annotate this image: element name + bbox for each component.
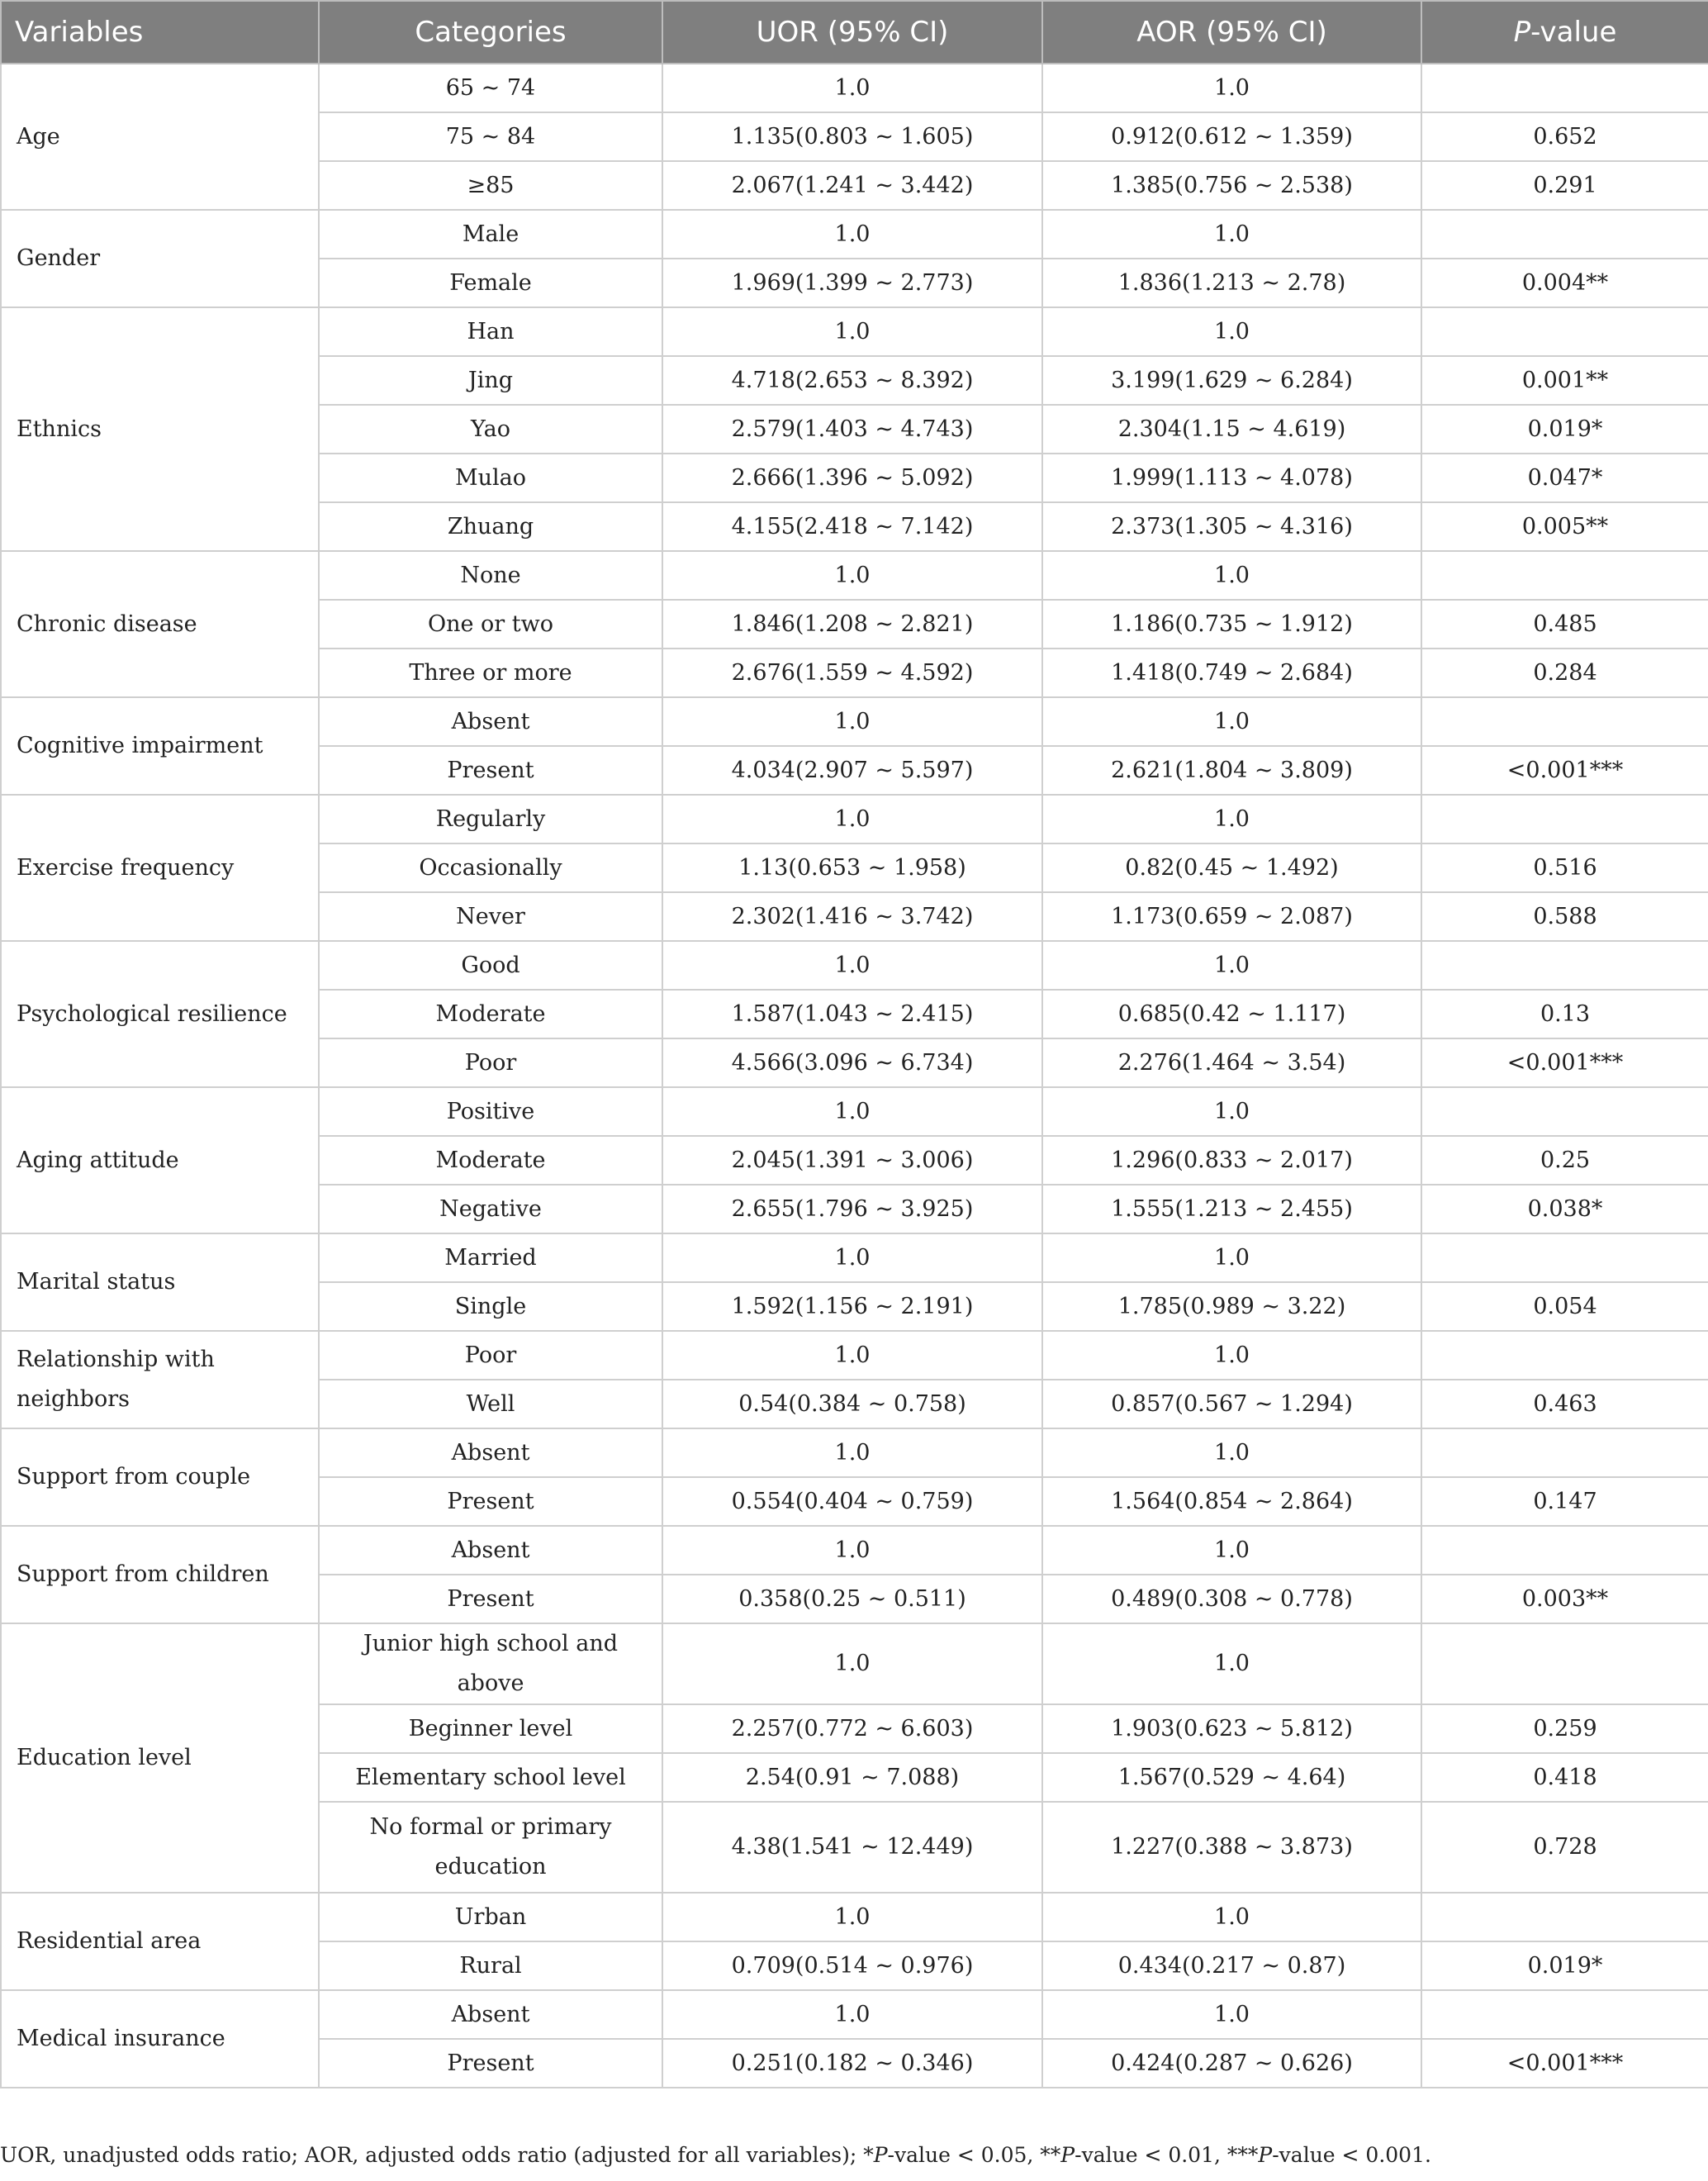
p-value-cell: 0.516 xyxy=(1421,843,1708,892)
aor-cell: 1.0 xyxy=(1042,1233,1421,1282)
aor-cell: 1.0 xyxy=(1042,307,1421,356)
p-value-cell: 0.25 xyxy=(1421,1136,1708,1185)
category-cell: Good xyxy=(319,941,662,990)
aor-cell: 1.0 xyxy=(1042,697,1421,746)
uor-cell: 1.0 xyxy=(662,1233,1042,1282)
table-row xyxy=(1,210,1708,259)
table-row xyxy=(1,1526,1708,1575)
category-cell: 75 ~ 84 xyxy=(319,112,662,161)
uor-cell: 1.0 xyxy=(662,697,1042,746)
p-value-cell xyxy=(1421,64,1708,112)
table-row xyxy=(1,941,1708,990)
p-value-cell: <0.001*** xyxy=(1421,746,1708,795)
aor-cell: 1.903(0.623 ~ 5.812) xyxy=(1042,1704,1421,1753)
p-value-cell xyxy=(1421,1990,1708,2039)
uor-cell: 1.13(0.653 ~ 1.958) xyxy=(662,843,1042,892)
uor-cell: 0.709(0.514 ~ 0.976) xyxy=(662,1941,1042,1990)
variable-cell: Cognitive impairment xyxy=(1,697,319,795)
category-cell: Absent xyxy=(319,697,662,746)
table-row xyxy=(1,307,1708,356)
p-value-cell: 0.019* xyxy=(1421,1941,1708,1990)
table-row xyxy=(1,551,1708,600)
p-value-cell: 0.147 xyxy=(1421,1477,1708,1526)
p-value-cell: 0.588 xyxy=(1421,892,1708,941)
uor-cell: 2.676(1.559 ~ 4.592) xyxy=(662,649,1042,697)
aor-cell: 0.434(0.217 ~ 0.87) xyxy=(1042,1941,1421,1990)
uor-cell: 0.251(0.182 ~ 0.346) xyxy=(662,2039,1042,2088)
aor-cell: 2.621(1.804 ~ 3.809) xyxy=(1042,746,1421,795)
aor-cell: 1.836(1.213 ~ 2.78) xyxy=(1042,259,1421,307)
header-row xyxy=(1,1,1708,64)
category-cell: Absent xyxy=(319,1990,662,2039)
p-value-cell xyxy=(1421,1331,1708,1380)
aor-cell: 1.0 xyxy=(1042,941,1421,990)
aor-cell: 1.173(0.659 ~ 2.087) xyxy=(1042,892,1421,941)
category-cell: None xyxy=(319,551,662,600)
category-cell: Yao xyxy=(319,405,662,454)
uor-cell: 1.0 xyxy=(662,795,1042,843)
p-value-cell: 0.291 xyxy=(1421,161,1708,210)
footnote-p1: P xyxy=(873,2143,888,2167)
category-cell: Urban xyxy=(319,1893,662,1941)
category-cell: One or two xyxy=(319,600,662,649)
category-cell: Han xyxy=(319,307,662,356)
category-cell: Never xyxy=(319,892,662,941)
aor-cell: 1.0 xyxy=(1042,795,1421,843)
table-row xyxy=(1,795,1708,843)
p-value-cell: 0.485 xyxy=(1421,600,1708,649)
aor-cell: 0.489(0.308 ~ 0.778) xyxy=(1042,1575,1421,1623)
category-cell: Positive xyxy=(319,1087,662,1136)
header-variables: Variables xyxy=(1,1,319,64)
uor-cell: 4.38(1.541 ~ 12.449) xyxy=(662,1802,1042,1893)
variable-cell: Age xyxy=(1,64,319,210)
category-cell: No formal or primary education xyxy=(319,1802,662,1893)
header-aor: AOR (95% CI) xyxy=(1042,1,1421,64)
category-cell: ≥85 xyxy=(319,161,662,210)
uor-cell: 4.155(2.418 ~ 7.142) xyxy=(662,502,1042,551)
uor-cell: 1.0 xyxy=(662,1428,1042,1477)
aor-cell: 1.0 xyxy=(1042,1990,1421,2039)
category-cell: Elementary school level xyxy=(319,1753,662,1802)
aor-cell: 1.385(0.756 ~ 2.538) xyxy=(1042,161,1421,210)
header-p-value xyxy=(1421,1,1708,64)
uor-cell: 2.045(1.391 ~ 3.006) xyxy=(662,1136,1042,1185)
category-cell: Regularly xyxy=(319,795,662,843)
variable-cell: Ethnics xyxy=(1,307,319,551)
p-value-cell xyxy=(1421,941,1708,990)
category-cell: Married xyxy=(319,1233,662,1282)
uor-cell: 0.358(0.25 ~ 0.511) xyxy=(662,1575,1042,1623)
variable-cell: Medical insurance xyxy=(1,1990,319,2088)
p-value-cell: 0.652 xyxy=(1421,112,1708,161)
table-row xyxy=(1,1990,1708,2039)
aor-cell: 2.373(1.305 ~ 4.316) xyxy=(1042,502,1421,551)
category-cell: Male xyxy=(319,210,662,259)
p-value-cell: 0.019* xyxy=(1421,405,1708,454)
uor-cell: 0.554(0.404 ~ 0.759) xyxy=(662,1477,1042,1526)
p-value-cell xyxy=(1421,1623,1708,1704)
aor-cell: 1.296(0.833 ~ 2.017) xyxy=(1042,1136,1421,1185)
table-row xyxy=(1,697,1708,746)
aor-cell: 1.418(0.749 ~ 2.684) xyxy=(1042,649,1421,697)
uor-cell: 1.0 xyxy=(662,1087,1042,1136)
category-cell: Mulao xyxy=(319,454,662,502)
header-categories: Categories xyxy=(319,1,662,64)
uor-cell: 2.54(0.91 ~ 7.088) xyxy=(662,1753,1042,1802)
uor-cell: 1.0 xyxy=(662,551,1042,600)
p-value-cell: 0.259 xyxy=(1421,1704,1708,1753)
uor-cell: 1.0 xyxy=(662,1623,1042,1704)
aor-cell: 1.555(1.213 ~ 2.455) xyxy=(1042,1185,1421,1233)
header-p-suffix: -value xyxy=(1530,16,1617,49)
uor-cell: 2.666(1.396 ~ 5.092) xyxy=(662,454,1042,502)
aor-cell: 1.0 xyxy=(1042,64,1421,112)
aor-cell: 1.0 xyxy=(1042,1893,1421,1941)
category-cell: Zhuang xyxy=(319,502,662,551)
variable-cell: Exercise frequency xyxy=(1,795,319,941)
p-value-cell xyxy=(1421,795,1708,843)
p-value-cell: 0.463 xyxy=(1421,1380,1708,1428)
uor-cell: 1.0 xyxy=(662,941,1042,990)
uor-cell: 4.718(2.653 ~ 8.392) xyxy=(662,356,1042,405)
uor-cell: 2.257(0.772 ~ 6.603) xyxy=(662,1704,1042,1753)
category-cell: Single xyxy=(319,1282,662,1331)
p-value-cell xyxy=(1421,697,1708,746)
p-value-cell: 0.13 xyxy=(1421,990,1708,1038)
variable-cell: Support from couple xyxy=(1,1428,319,1526)
category-cell: Absent xyxy=(319,1428,662,1477)
aor-cell: 2.304(1.15 ~ 4.619) xyxy=(1042,405,1421,454)
aor-cell: 1.0 xyxy=(1042,551,1421,600)
footnote-p2: P xyxy=(1060,2143,1075,2167)
category-cell: Moderate xyxy=(319,990,662,1038)
p-value-cell: 0.005** xyxy=(1421,502,1708,551)
category-cell: Three or more xyxy=(319,649,662,697)
uor-cell: 1.587(1.043 ~ 2.415) xyxy=(662,990,1042,1038)
aor-cell: 1.227(0.388 ~ 3.873) xyxy=(1042,1802,1421,1893)
p-value-cell xyxy=(1421,210,1708,259)
category-cell: Beginner level xyxy=(319,1704,662,1753)
footnote-p3: P xyxy=(1258,2143,1273,2167)
footnote-part4: -value < 0.001. xyxy=(1272,2143,1431,2167)
uor-cell: 4.566(3.096 ~ 6.734) xyxy=(662,1038,1042,1087)
table-row xyxy=(1,64,1708,112)
uor-cell: 1.0 xyxy=(662,1893,1042,1941)
aor-cell: 1.999(1.113 ~ 4.078) xyxy=(1042,454,1421,502)
aor-cell: 1.186(0.735 ~ 1.912) xyxy=(1042,600,1421,649)
uor-cell: 2.579(1.403 ~ 4.743) xyxy=(662,405,1042,454)
aor-cell: 1.0 xyxy=(1042,1428,1421,1477)
p-value-cell: <0.001*** xyxy=(1421,1038,1708,1087)
table-row xyxy=(1,1893,1708,1941)
category-cell: Female xyxy=(319,259,662,307)
uor-cell: 1.969(1.399 ~ 2.773) xyxy=(662,259,1042,307)
table-row xyxy=(1,1428,1708,1477)
table-footnote xyxy=(0,2143,1708,2167)
footnote-part3: -value < 0.01, *** xyxy=(1075,2143,1259,2167)
category-cell: Present xyxy=(319,2039,662,2088)
uor-cell: 0.54(0.384 ~ 0.758) xyxy=(662,1380,1042,1428)
p-value-cell xyxy=(1421,1526,1708,1575)
aor-cell: 0.857(0.567 ~ 1.294) xyxy=(1042,1380,1421,1428)
table-row xyxy=(1,1623,1708,1704)
uor-cell: 1.135(0.803 ~ 1.605) xyxy=(662,112,1042,161)
p-value-cell: 0.038* xyxy=(1421,1185,1708,1233)
variable-cell: Education level xyxy=(1,1623,319,1893)
p-value-cell: 0.054 xyxy=(1421,1282,1708,1331)
aor-cell: 1.0 xyxy=(1042,1331,1421,1380)
footnote-part1: UOR, unadjusted odds ratio; AOR, adjusted odds ratio (adjusted for all variables); * xyxy=(0,2143,874,2167)
p-value-cell xyxy=(1421,1233,1708,1282)
uor-cell: 1.0 xyxy=(662,64,1042,112)
p-value-cell: <0.001*** xyxy=(1421,2039,1708,2088)
aor-cell: 0.912(0.612 ~ 1.359) xyxy=(1042,112,1421,161)
category-cell: Poor xyxy=(319,1331,662,1380)
category-cell: Present xyxy=(319,746,662,795)
category-cell: Negative xyxy=(319,1185,662,1233)
category-cell: Absent xyxy=(319,1526,662,1575)
uor-cell: 4.034(2.907 ~ 5.597) xyxy=(662,746,1042,795)
category-cell: Rural xyxy=(319,1941,662,1990)
table-row xyxy=(1,1087,1708,1136)
table-row xyxy=(1,1233,1708,1282)
aor-cell: 0.424(0.287 ~ 0.626) xyxy=(1042,2039,1421,2088)
category-cell: Present xyxy=(319,1477,662,1526)
aor-cell: 0.82(0.45 ~ 1.492) xyxy=(1042,843,1421,892)
category-cell: Junior high school and above xyxy=(319,1623,662,1704)
uor-cell: 1.0 xyxy=(662,1990,1042,2039)
variable-cell: Marital status xyxy=(1,1233,319,1331)
p-value-cell: 0.047* xyxy=(1421,454,1708,502)
aor-cell: 1.564(0.854 ~ 2.864) xyxy=(1042,1477,1421,1526)
variable-cell: Chronic disease xyxy=(1,551,319,697)
footnote-part2: -value < 0.05, ** xyxy=(887,2143,1061,2167)
uor-cell: 1.846(1.208 ~ 2.821) xyxy=(662,600,1042,649)
p-value-cell: 0.728 xyxy=(1421,1802,1708,1893)
variable-cell: Psychological resilience xyxy=(1,941,319,1087)
category-cell: Jing xyxy=(319,356,662,405)
aor-cell: 3.199(1.629 ~ 6.284) xyxy=(1042,356,1421,405)
uor-cell: 1.592(1.156 ~ 2.191) xyxy=(662,1282,1042,1331)
p-value-cell xyxy=(1421,551,1708,600)
table-body xyxy=(1,64,1708,2088)
header-p-italic: P xyxy=(1513,16,1531,49)
table-header xyxy=(1,1,1708,64)
uor-cell: 2.302(1.416 ~ 3.742) xyxy=(662,892,1042,941)
uor-cell: 2.067(1.241 ~ 3.442) xyxy=(662,161,1042,210)
aor-cell: 1.567(0.529 ~ 4.64) xyxy=(1042,1753,1421,1802)
p-value-cell: 0.001** xyxy=(1421,356,1708,405)
variable-cell: Gender xyxy=(1,210,319,307)
aor-cell: 0.685(0.42 ~ 1.117) xyxy=(1042,990,1421,1038)
p-value-cell xyxy=(1421,1428,1708,1477)
aor-cell: 1.785(0.989 ~ 3.22) xyxy=(1042,1282,1421,1331)
p-value-cell: 0.418 xyxy=(1421,1753,1708,1802)
category-cell: Occasionally xyxy=(319,843,662,892)
p-value-cell xyxy=(1421,307,1708,356)
p-value-cell: 0.003** xyxy=(1421,1575,1708,1623)
category-cell: 65 ~ 74 xyxy=(319,64,662,112)
uor-cell: 1.0 xyxy=(662,1331,1042,1380)
uor-cell: 2.655(1.796 ~ 3.925) xyxy=(662,1185,1042,1233)
variable-cell: Relationship with neighbors xyxy=(1,1331,319,1428)
p-value-cell: 0.284 xyxy=(1421,649,1708,697)
category-cell: Moderate xyxy=(319,1136,662,1185)
aor-cell: 2.276(1.464 ~ 3.54) xyxy=(1042,1038,1421,1087)
p-value-cell xyxy=(1421,1893,1708,1941)
table-row xyxy=(1,1331,1708,1380)
header-uor: UOR (95% CI) xyxy=(662,1,1042,64)
aor-cell: 1.0 xyxy=(1042,1087,1421,1136)
aor-cell: 1.0 xyxy=(1042,1623,1421,1704)
category-cell: Present xyxy=(319,1575,662,1623)
variable-cell: Support from children xyxy=(1,1526,319,1623)
category-cell: Poor xyxy=(319,1038,662,1087)
uor-cell: 1.0 xyxy=(662,1526,1042,1575)
p-value-cell xyxy=(1421,1087,1708,1136)
category-cell: Well xyxy=(319,1380,662,1428)
p-value-cell: 0.004** xyxy=(1421,259,1708,307)
uor-cell: 1.0 xyxy=(662,307,1042,356)
aor-cell: 1.0 xyxy=(1042,1526,1421,1575)
variable-cell: Aging attitude xyxy=(1,1087,319,1233)
aor-cell: 1.0 xyxy=(1042,210,1421,259)
variable-cell: Residential area xyxy=(1,1893,319,1990)
uor-cell: 1.0 xyxy=(662,210,1042,259)
